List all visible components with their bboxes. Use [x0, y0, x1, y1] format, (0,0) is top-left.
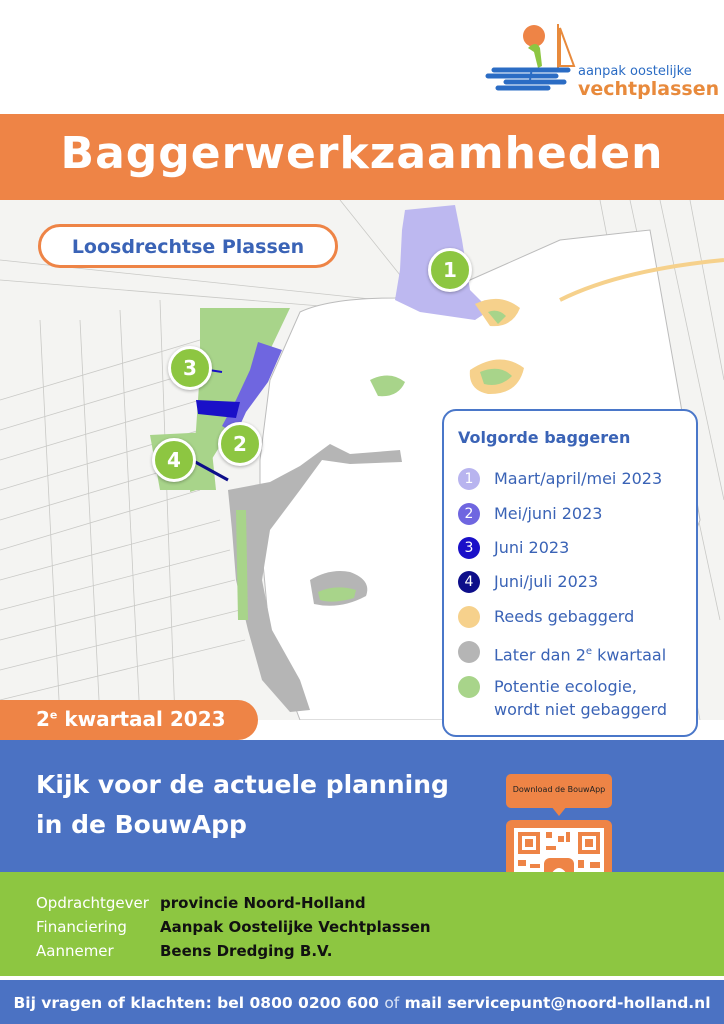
brand-logo [484, 18, 720, 106]
map-marker-4: 4 [152, 438, 196, 482]
legend-item [458, 570, 598, 593]
map-marker-3: 3 [168, 346, 212, 390]
legend-item [458, 640, 666, 666]
legend-item [458, 536, 569, 559]
legend-swatch: 1 [458, 468, 480, 490]
logo-line-2: vechtplassen [578, 78, 720, 100]
legend-label: Maart/april/mei 2023 [494, 469, 663, 488]
cta-line-1: Kijk voor de actuele planning [36, 770, 449, 799]
info-value: provincie Noord-Holland [160, 894, 366, 912]
legend-label: Mei/juni 2023 [494, 504, 603, 523]
legend-item [458, 502, 602, 525]
info-value: Beens Dredging B.V. [160, 942, 333, 960]
legend-label: Potentie ecologie, wordt niet gebaggerd [494, 677, 668, 719]
legend-swatch [458, 606, 480, 628]
quarter-label: 2e kwartaal 2023 [36, 707, 226, 731]
heron-sailboat-logo-icon [484, 18, 584, 106]
legend-swatch: 4 [458, 571, 480, 593]
area-label: Loosdrechtse Plassen [71, 236, 305, 258]
legend-item [458, 467, 662, 490]
legend-label: Juni/juli 2023 [494, 572, 599, 591]
legend-item [458, 675, 667, 721]
download-app-label[interactable]: Download de BouwApp [512, 785, 606, 794]
legend-swatch: 3 [458, 537, 480, 559]
legend-item [458, 605, 634, 628]
legend-swatch: 2 [458, 503, 480, 525]
info-key: Opdrachtgever [36, 894, 149, 912]
map-marker-2: 2 [218, 422, 262, 466]
cta-line-2: in de BouwApp [36, 810, 247, 839]
legend-label: Reeds gebaggerd [494, 607, 635, 626]
cta-band [0, 740, 724, 872]
legend-label: Juni 2023 [494, 538, 570, 557]
bubble-pointer-icon [551, 806, 567, 816]
legend-title: Volgorde baggeren [458, 428, 631, 447]
info-value: Aanpak Oostelijke Vechtplassen [160, 918, 431, 936]
legend-label: Later dan 2e kwartaal [494, 645, 667, 665]
footer-contact: Bij vragen of klachten: bel 0800 0200 600 of mail servicepunt@noord-holland.nl [13, 994, 711, 1012]
legend-swatch [458, 641, 480, 663]
page-title: Baggerwerkzaamheden [60, 128, 664, 179]
logo-line-1: aanpak oostelijke [578, 64, 692, 79]
map-marker-1: 1 [428, 248, 472, 292]
legend-swatch [458, 676, 480, 698]
info-key: Aannemer [36, 942, 114, 960]
info-key: Financiering [36, 918, 127, 936]
